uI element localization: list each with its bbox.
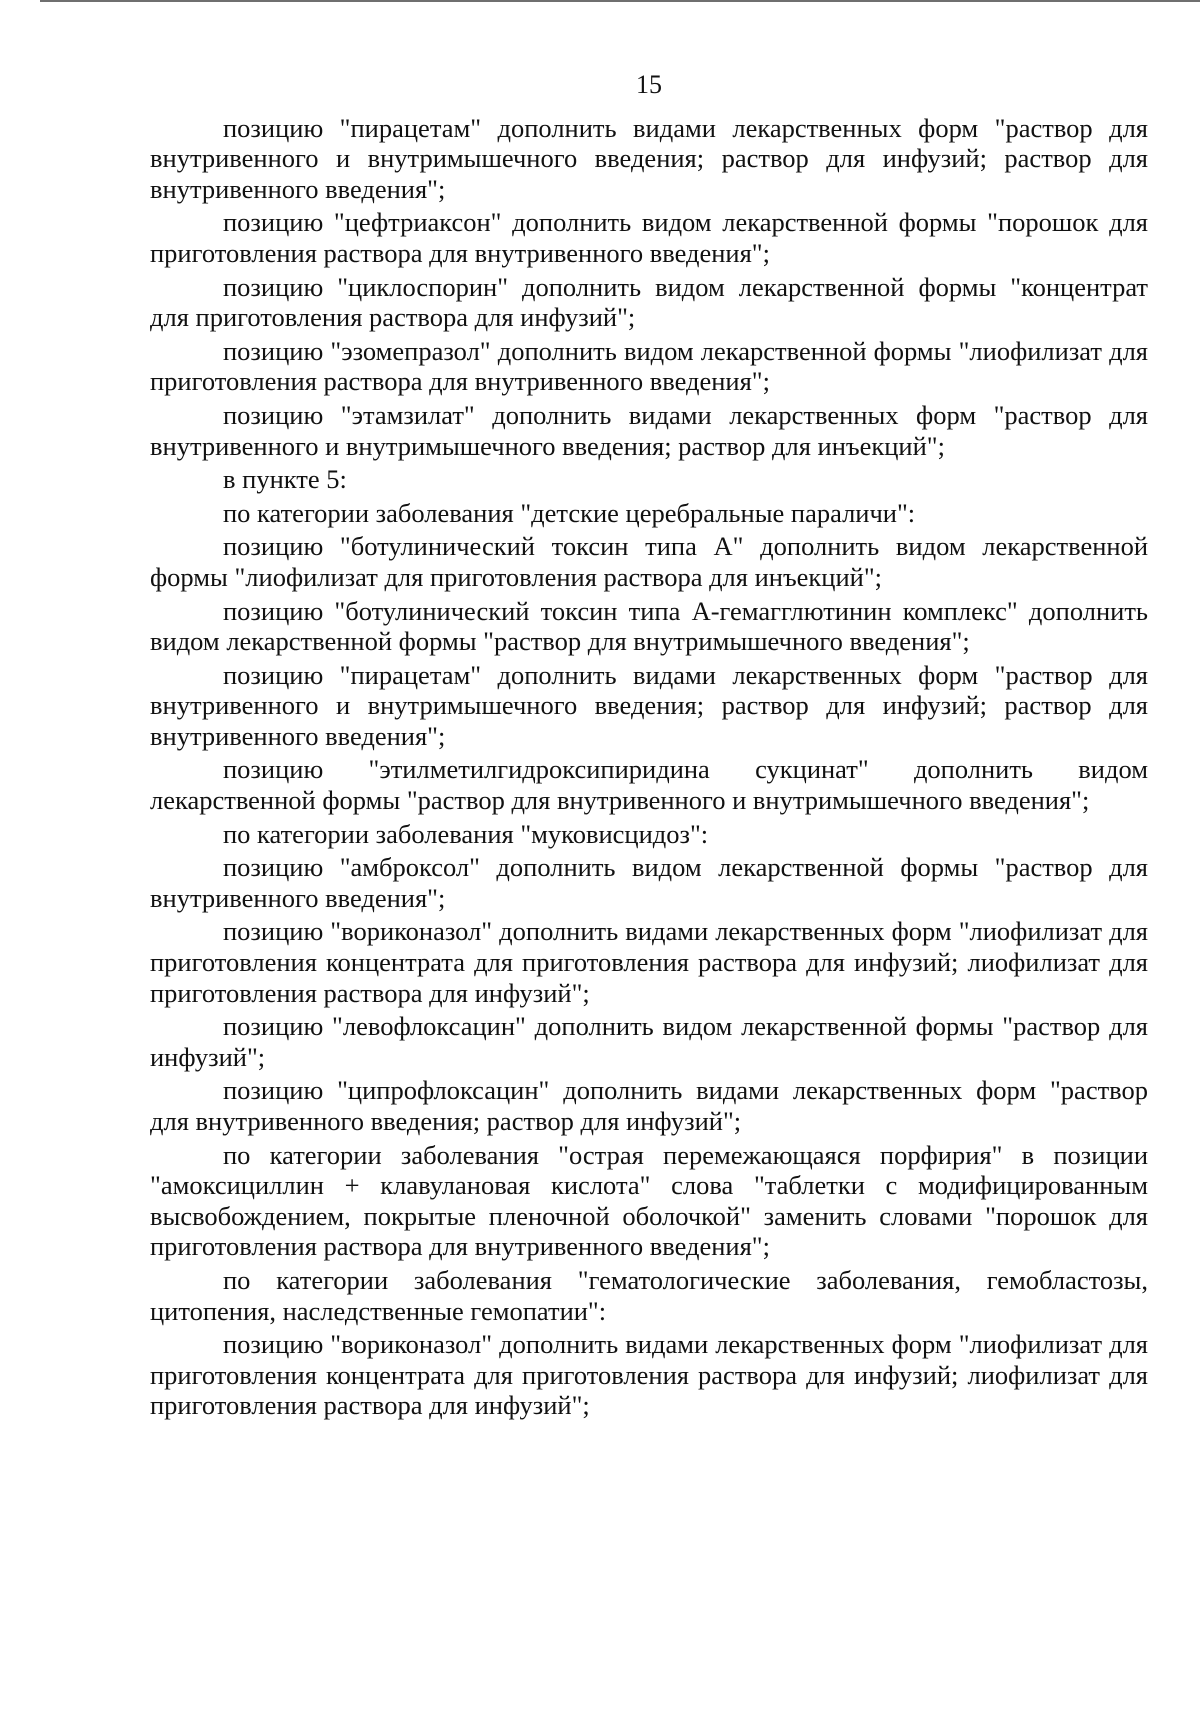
paragraph-category-cerebral-palsy: по категории заболевания "детские церебральные параличи": <box>223 497 916 528</box>
paragraph-botulinum-toxin-a: позицию "ботулинический токсин типа А" дополнить видом лекарственной формы "лиофилизат для приготовления раствора для инъекций"; <box>150 531 1148 592</box>
paragraph-category-porphyria: по категории заболевания "острая перемежающаяся порфирия" в позиции "амоксициллин + клавулановая кислота" слова "таблетки с модифицированным высвобождением, покрытые пленочной оболочкой" заменить словами "порошок для приготовления раствора для внутривенного введения"; <box>150 1139 1148 1262</box>
paragraph-voriconazole-2: позицию "вориконазол" дополнить видами лекарственных форм "лиофилизат для приготовления концентрата для приготовления раствора для инфузий; лиофилизат для приготовления раствора для инфузий"; <box>150 1329 1148 1421</box>
paragraph-esomeprazole: позицию "эзомепразол" дополнить видом лекарственной формы "лиофилизат для приготовления раствора для внутривенного введения"; <box>150 335 1148 397</box>
paragraph-botulinum-toxin-complex: позицию "ботулинический токсин типа А-гемагглютинин комплекс" дополнить видом лекарственной формы "раствор для внутримышечного введения"; <box>150 595 1148 657</box>
paragraph-etamsylate: позицию "этамзилат" дополнить видами лекарственных форм "раствор для внутривенного и внутримышечного введения; раствор для инъекций"; <box>150 399 1148 461</box>
paragraph-ceftriaxone: позицию "цефтриаксон" дополнить видом лекарственной формы "порошок для приготовления раствора для внутривенного введения"; <box>150 207 1148 268</box>
paragraph-ambroxol: позицию "амброксол" дополнить видом лекарственной формы "раствор для внутривенного введения"; <box>150 852 1148 913</box>
paragraph-piracetam-1: позицию "пирацетам" дополнить видами лекарственных форм "раствор для внутривенного и внутримышечного введения; раствор для инфузий; раствор для внутривенного введения"; <box>150 112 1148 204</box>
paragraph-piracetam-2: позицию "пирацетам" дополнить видами лекарственных форм "раствор для внутривенного и внутримышечного введения; раствор для инфузий; раствор для внутривенного введения"; <box>150 659 1148 751</box>
paragraph-cyclosporine: позицию "циклоспорин" дополнить видом лекарственной формы "концентрат для приготовления раствора для инфузий"; <box>150 271 1148 333</box>
paragraph-category-cystic-fibrosis: по категории заболевания "муковисцидоз": <box>223 818 709 849</box>
paragraph-category-hematologic: по категории заболевания "гематологические заболевания, гемобластозы, цитопения, наследственные гемопатии": <box>150 1264 1148 1326</box>
paragraph-voriconazole-1: позицию "вориконазол" дополнить видами лекарственных форм "лиофилизат для приготовления концентрата для приготовления раствора для инфузий; лиофилизат для приготовления раствора для инфузий"; <box>150 916 1148 1008</box>
document-page <box>150 70 1148 1424</box>
top-scan-edge-line <box>40 0 1200 2</box>
paragraph-item-5: в пункте 5: <box>223 464 347 495</box>
paragraph-ethylmethylhydroxypyridine: позицию "этилметилгидроксипиридина сукцинат" дополнить видом лекарственной формы "раствор для внутривенного и внутримышечного введения"; <box>150 754 1148 816</box>
paragraph-levofloxacin: позицию "левофлоксацин" дополнить видом лекарственной формы "раствор для инфузий"; <box>150 1011 1148 1072</box>
page-number: 15 <box>636 70 662 99</box>
paragraph-ciprofloxacin: позицию "ципрофлоксацин" дополнить видами лекарственных форм "раствор для внутривенного введения; раствор для инфузий"; <box>150 1075 1148 1136</box>
